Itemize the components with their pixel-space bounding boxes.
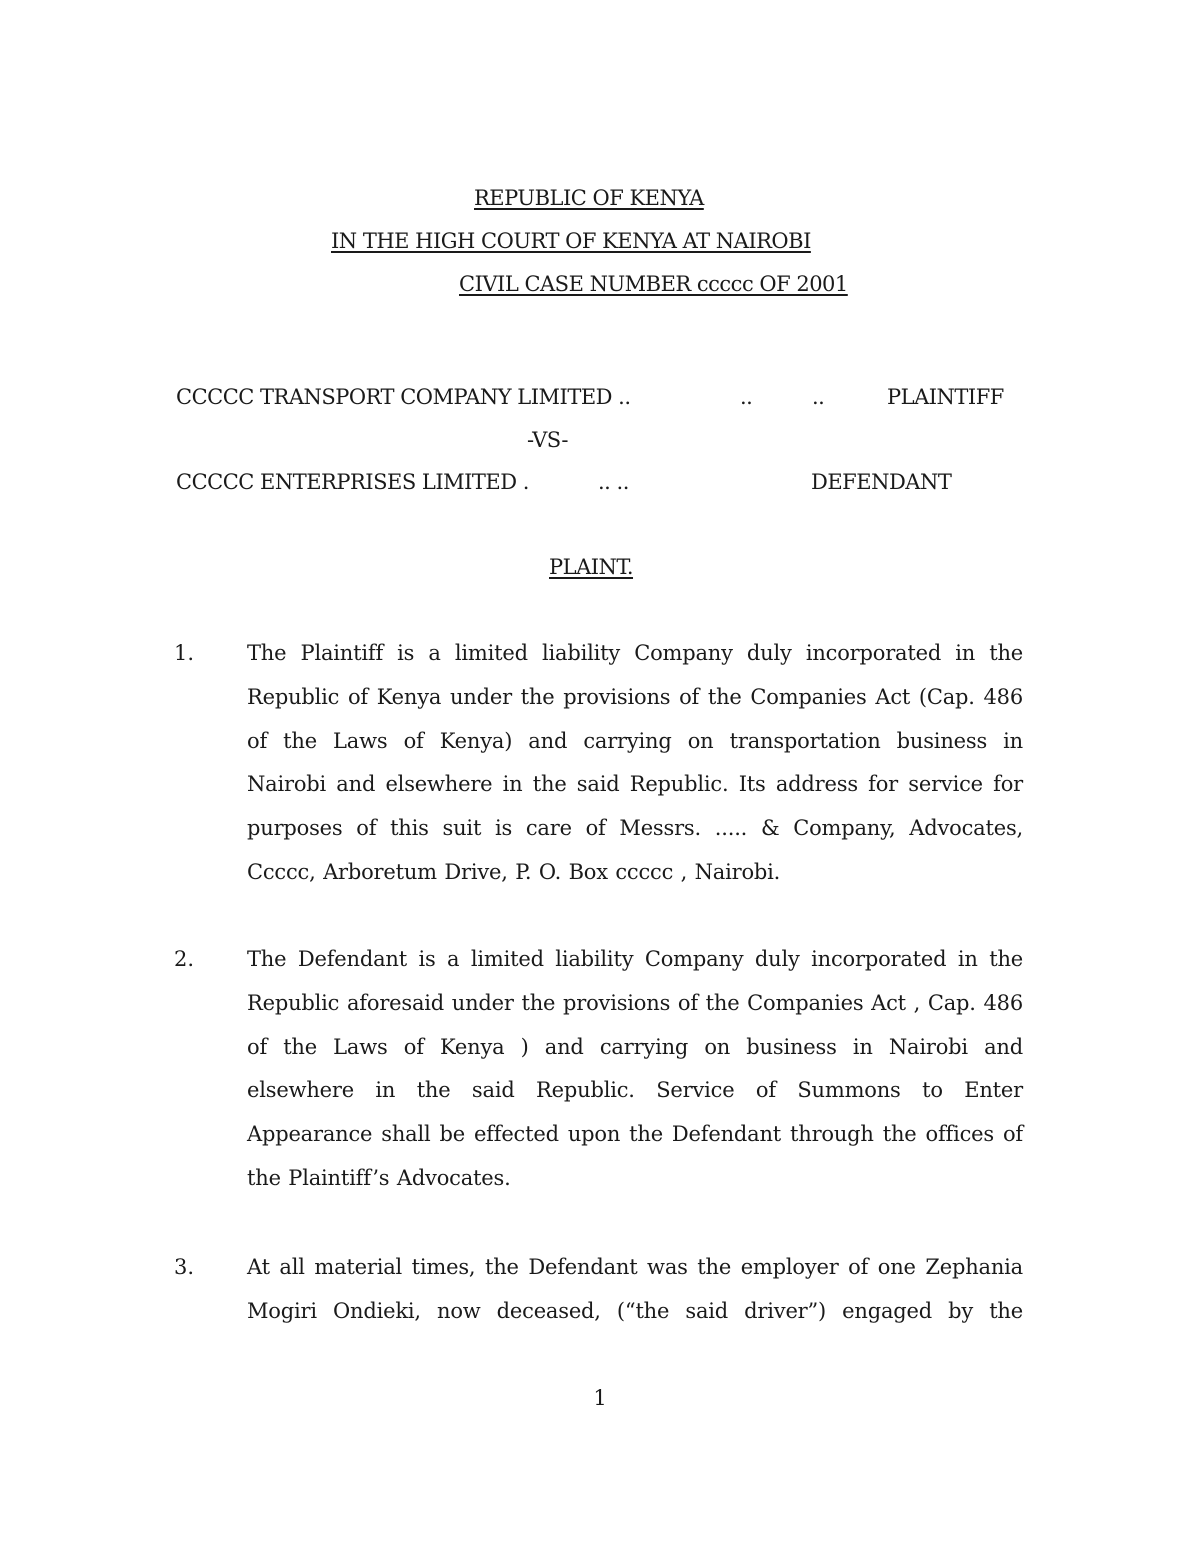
header-case-number: CIVIL CASE NUMBER ccccc OF 2001 bbox=[459, 272, 848, 296]
plaintiff-leader-dots: .. bbox=[812, 385, 825, 409]
plaintiff-leader-dots: .. bbox=[740, 385, 753, 409]
versus-label: -VS- bbox=[527, 428, 568, 452]
defendant-leader-dots: .. .. bbox=[598, 470, 629, 494]
plaintiff-role: PLAINTIFF bbox=[887, 385, 1004, 409]
plaint-title: PLAINT. bbox=[549, 555, 634, 579]
paragraph-number: 1. bbox=[174, 641, 195, 665]
paragraph-text: At all material times, the Defendant was the employer of one Zephania Mogiri Ondieki, now deceased, (“the said driver”) engaged by the bbox=[247, 1255, 1023, 1323]
paragraph-number: 2. bbox=[174, 947, 195, 971]
paragraph-text: The Plaintiff is a limited liability Company duly incorporated in the Republic of Kenya under the provisions of the Companies Act (Cap. 486 of the Laws of Kenya) and carrying on transportation business in Nairobi and elsewhere in the said Republic. Its address for service for purposes of this suit is care of Messrs. ..... & Company, Advocates, Ccccc, Arboretum Drive, P. O. Box ccccc , Nairobi. bbox=[247, 641, 1023, 884]
paragraph-number: 3. bbox=[174, 1255, 195, 1279]
page-number: 1 bbox=[593, 1386, 607, 1410]
plaintiff-name: CCCCC TRANSPORT COMPANY LIMITED .. bbox=[176, 385, 631, 409]
header-court: IN THE HIGH COURT OF KENYA AT NAIROBI bbox=[331, 229, 811, 253]
header-republic: REPUBLIC OF KENYA bbox=[474, 186, 704, 210]
defendant-role: DEFENDANT bbox=[811, 470, 952, 494]
paragraph-text: The Defendant is a limited liability Company duly incorporated in the Republic aforesaid under the provisions of the Companies Act , Cap. 486 of the Laws of Kenya ) and carrying on business in Nairobi and elsewhere in the said Republic. Service of Summons to Enter Appearance shall be effected upon the Defendant through the offices of the Plaintiff’s Advocates. bbox=[247, 947, 1023, 1190]
defendant-name: CCCCC ENTERPRISES LIMITED . bbox=[176, 470, 529, 494]
